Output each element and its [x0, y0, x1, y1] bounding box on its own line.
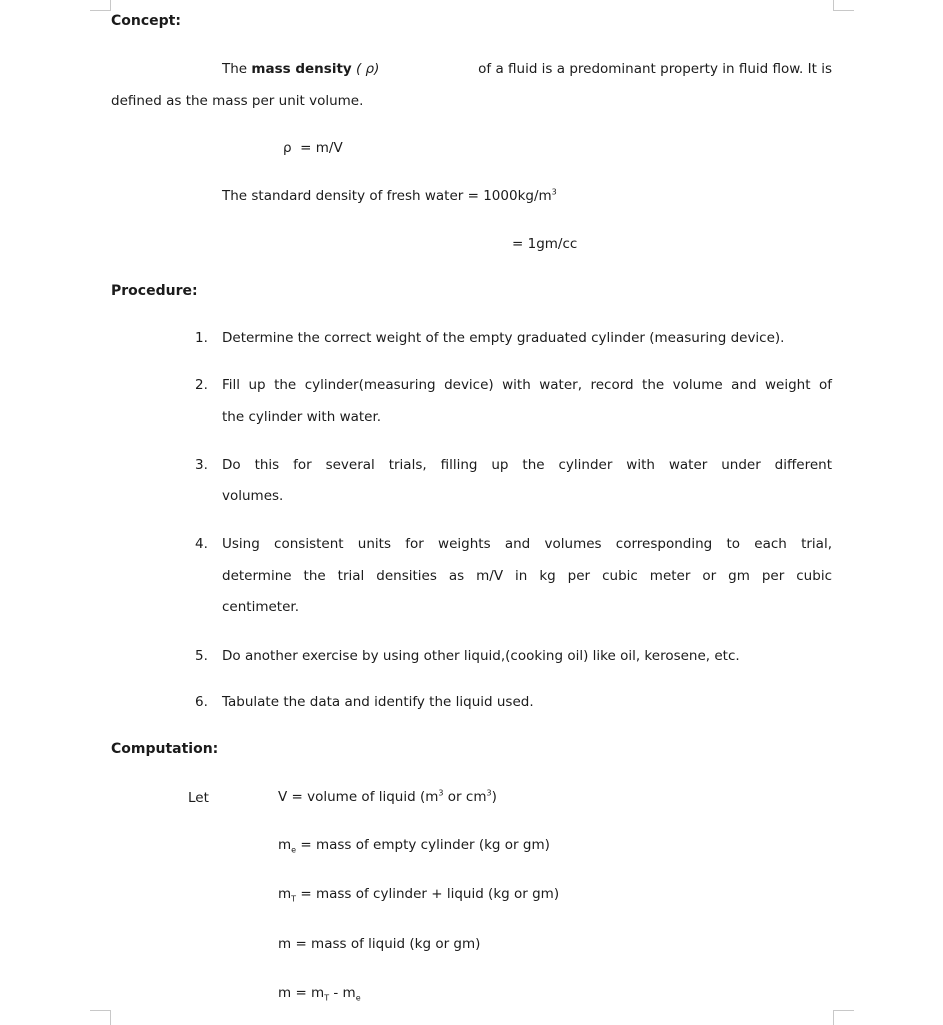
concept-heading: Concept:: [111, 13, 181, 29]
step-number-2: 2.: [195, 377, 208, 393]
volume-def-text-a: V = volume of liquid (m: [278, 789, 439, 805]
concept-intro-lead: [222, 61, 379, 77]
step-4-line-1: Using consistent units for weights and volumes corresponding to each trial,: [222, 536, 832, 552]
standard-density-text: The standard density of fresh water = 1000kg/m: [222, 188, 552, 204]
step-number-6: 6.: [195, 694, 208, 710]
volume-def-exp-2: 3: [486, 788, 492, 798]
crop-mark-top-left: [90, 0, 111, 11]
mass-equation-sub-1: T: [324, 993, 330, 1003]
concept-intro-term: mass density: [251, 61, 352, 77]
step-number-3: 3.: [195, 457, 208, 473]
empty-mass-symbol: m: [278, 837, 292, 853]
mass-equation-b: - m: [329, 985, 356, 1001]
total-mass-symbol: m: [278, 886, 292, 902]
volume-def-text-b: or cm: [443, 789, 487, 805]
step-number-5: 5.: [195, 648, 208, 664]
step-4-line-3: centimeter.: [222, 599, 299, 615]
mass-equation: [278, 985, 361, 1001]
step-2-line-2: the cylinder with water.: [222, 409, 382, 425]
procedure-heading: Procedure:: [111, 283, 198, 299]
total-mass-definition: [278, 886, 559, 902]
standard-density-alt: = 1gm/cc: [512, 236, 578, 252]
concept-intro-symbol: ( ρ): [356, 61, 380, 77]
crop-mark-top-right: [833, 0, 854, 11]
total-mass-subscript: T: [291, 894, 297, 904]
total-mass-text: = mass of cylinder + liquid (kg or gm): [296, 886, 560, 902]
step-3-line-2: volumes.: [222, 488, 284, 504]
step-2-line-1: Fill up the cylinder(measuring device) with water, record the volume and weight of: [222, 377, 832, 393]
step-3-line-1: Do this for several trials, filling up the cylinder with water under different: [222, 457, 832, 473]
standard-density-exponent: 3: [551, 187, 557, 197]
concept-intro-line2: defined as the mass per unit volume.: [111, 93, 364, 109]
step-number-1: 1.: [195, 330, 208, 346]
volume-def-exp-1: 3: [438, 788, 444, 798]
step-1-line-1: Determine the correct weight of the empty graduated cylinder (measuring device).: [222, 330, 785, 346]
let-label: Let: [188, 790, 209, 806]
crop-mark-bottom-left: [90, 1010, 111, 1025]
concept-intro-rest: of a fluid is a predominant property in fluid flow. It is: [478, 61, 832, 77]
step-5-line-1: Do another exercise by using other liquid,(cooking oil) like oil, kerosene, etc.: [222, 648, 740, 664]
step-4-line-2: determine the trial densities as m/V in kg per cubic meter or gm per cubic: [222, 568, 832, 584]
empty-mass-definition: [278, 837, 550, 853]
volume-def-text-c: ): [491, 789, 497, 805]
concept-intro-prefix: The: [222, 61, 252, 77]
empty-mass-text: = mass of empty cylinder (kg or gm): [296, 837, 550, 853]
step-6-line-1: Tabulate the data and identify the liquid used.: [222, 694, 534, 710]
liquid-mass-definition: m = mass of liquid (kg or gm): [278, 936, 481, 952]
crop-mark-bottom-right: [833, 1010, 854, 1025]
step-number-4: 4.: [195, 536, 208, 552]
computation-heading: Computation:: [111, 741, 219, 757]
density-formula: ρ = m/V: [283, 140, 343, 156]
mass-equation-a: m = m: [278, 985, 325, 1001]
mass-equation-sub-2: e: [355, 993, 361, 1003]
standard-density-line: [222, 188, 557, 204]
volume-definition: [278, 789, 497, 805]
concept-intro-line1: [222, 61, 832, 77]
empty-mass-subscript: e: [291, 845, 297, 855]
